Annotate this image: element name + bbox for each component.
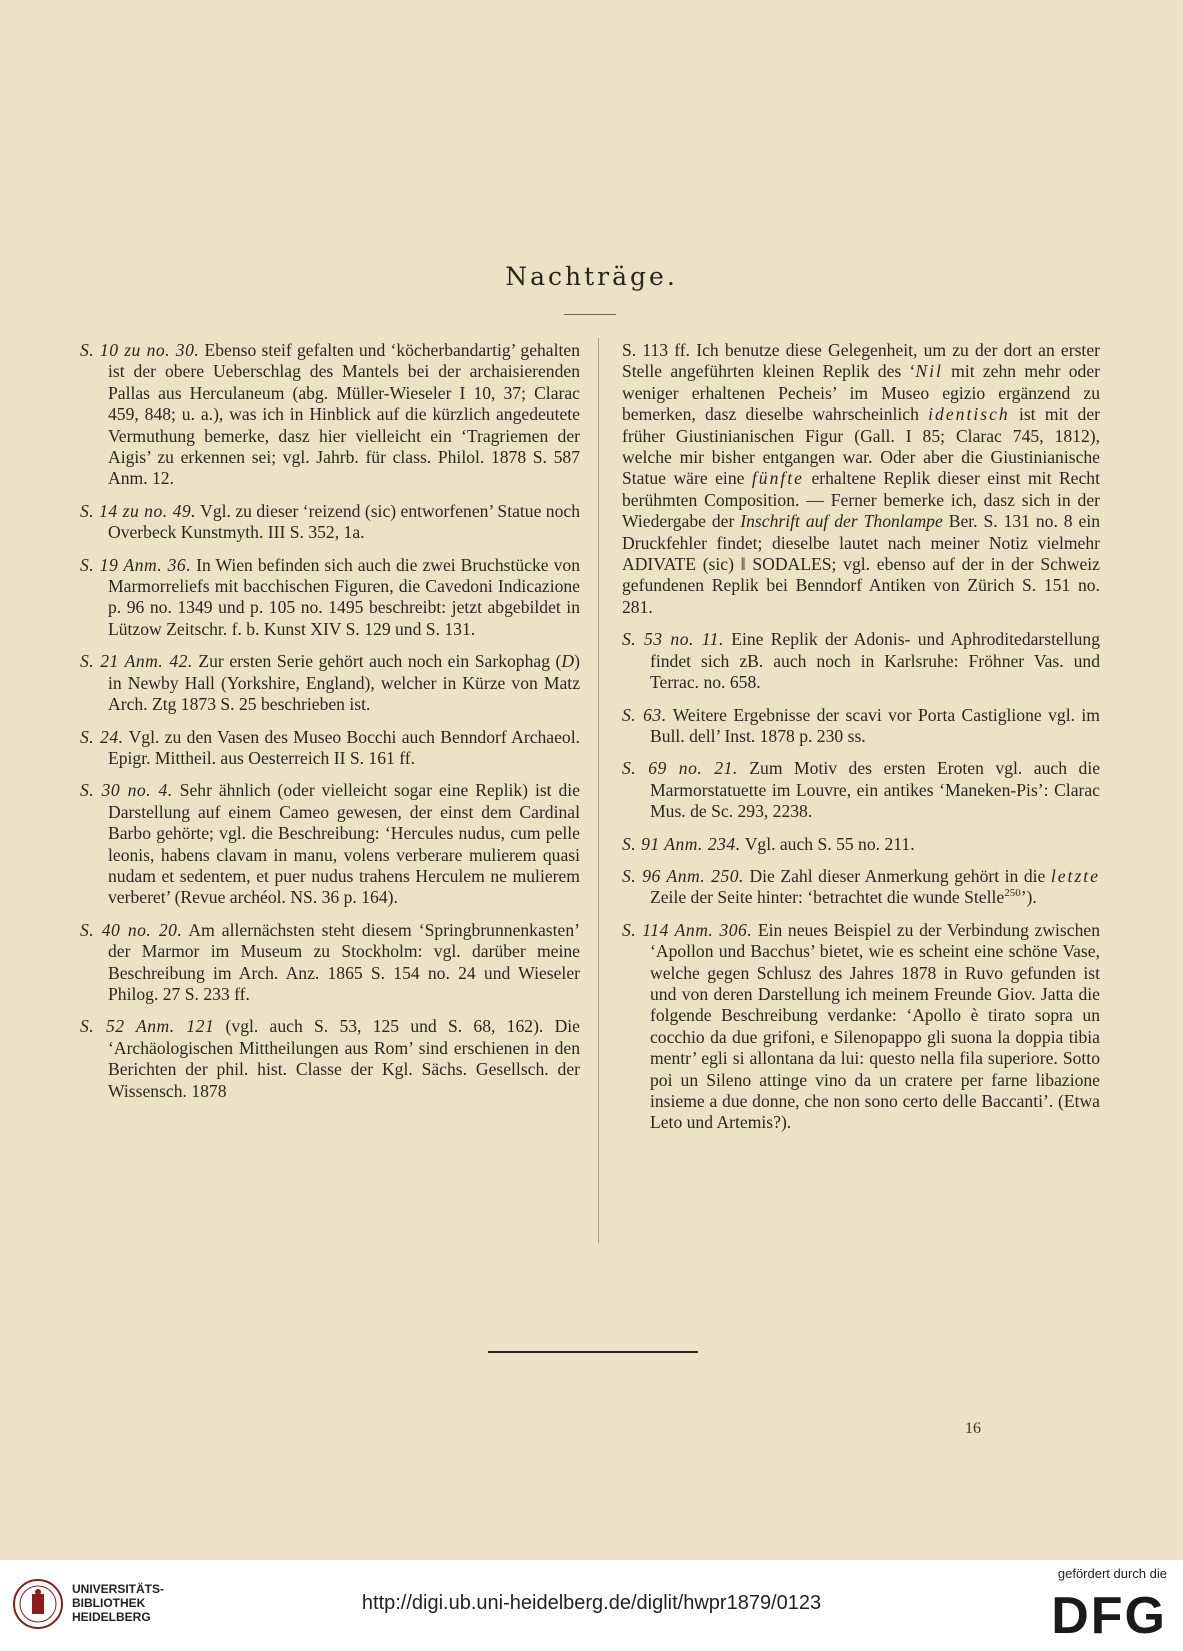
note-reference: S. 10 zu no. 30. [80, 340, 200, 360]
superscript-number: 250 [1004, 887, 1021, 900]
note-reference: S. 30 no. 4. [80, 780, 173, 801]
funding-caption: gefördert durch die [1057, 1566, 1167, 1581]
note-reference: S. 24. [80, 726, 124, 747]
note-text: Die Zahl dieser Anmerkung gehört in die [743, 865, 1051, 886]
note-text: Vgl. auch S. 55 no. 211. [740, 833, 915, 854]
note-reference: S. 52 Anm. 121 [80, 1016, 215, 1037]
library-name-line: UNIVERSITÄTS- [72, 1582, 165, 1596]
note-entry [80, 727, 580, 770]
note-continuation [622, 340, 1100, 618]
note-text: Am allernächsten steht diesem ‘Springbrunnenkasten’ der Marmor im Museum zu Stockholm: vgl. darüber meine Beschreibung im Arch. Anz. 1865 S. 154 no. 24 und Wieseler Philog. 27 S. 233 ff. [108, 919, 580, 1004]
note-entry [622, 920, 1100, 1134]
note-text: Ebenso steif gefalten und ‘köcherbandartig’ gehalten ist der obere Ueberschlag des Mantels bei der archaisierenden Pallas aus Herculaneum (abg. Müller-Wieseler I 10, 37; Clarac 459, 848; u. a.), was ich in Hinblick auf die kürzlich angedeutete Vermuthung bemerke, dasz hier vielleicht ein ‘Tragriemen der Aigis’ zu erkennen sei; vgl. Jahrb. für class. Philol. 1878 S. 587 Anm. 12. [108, 340, 580, 489]
note-text: Sehr ähnlich (oder vielleicht sogar eine Replik) ist die Darstellung auf einem Cameo gewesen, der einst dem Cardinal Barbo gehörte; vgl. die Beschreibung: ‘Hercules nudus, cum pelle leonis, habens clavam in manu, volens verberare mulierem quasi nudam et sedentem, et puer nudus trahens Herculem ne mulierem verberet’ (Revue archéol. NS. 36 p. 164). [108, 780, 580, 908]
dfg-logo: DFG [1051, 1587, 1167, 1645]
note-text: Weitere Ergebnisse der scavi vor Porta Castiglione vgl. im Bull. dell’ Inst. 1878 p. 230 ss. [650, 704, 1100, 746]
title-divider [564, 314, 616, 315]
note-text-italic: Inschrift auf der Thonlampe [740, 511, 943, 532]
note-text: In Wien befinden sich auch die zwei Bruchstücke von Marmorreliefs mit bacchischen Figuren, die Cavedoni Indicazione p. 96 no. 1349 und p. 105 no. 1495 beschreibt: jetzt abgebildet in Lützow Zeitschr. f. b. Kunst XIV S. 129 und S. 131. [108, 554, 581, 639]
note-text: Zum Motiv des ersten Eroten vgl. auch die Marmorstatuette im Louvre, ein antikes ‘Maneken-Pis’: Clarac Mus. de Sc. 293, 2238. [650, 758, 1101, 822]
note-reference: S. 91 Anm. 234. [622, 833, 741, 854]
permalink-url[interactable]: http://digi.ub.uni-heidelberg.de/diglit/hwpr1879/0123 [361, 1592, 822, 1614]
note-entry [622, 705, 1100, 748]
note-reference: S. 19 Anm. 36. [80, 554, 192, 575]
note-text: S. 113 ff. Ich benutze diese Gelegenheit, um zu der dort an erster Stelle angeführten kleinen Replik des ‘ [622, 340, 1100, 382]
note-reference: S. 63. [622, 704, 667, 725]
note-entry [80, 1016, 580, 1102]
footer-bar [0, 1560, 1183, 1651]
note-reference: S. 40 no. 20. [80, 919, 183, 940]
note-entry [80, 555, 580, 641]
note-entry [622, 758, 1100, 822]
note-text: ist mit der früher Giustinianischen Figur (Gall. I 85; Clarac 745, 1812), welche mir bisher entgangen war. Oder aber die Giustinianische Statue wäre eine [622, 404, 1100, 489]
note-text-italic: D [561, 651, 575, 672]
column-divider [598, 338, 599, 1243]
note-text: Vgl. zu dieser ‘reizend (sic) entworfenen’ Statue noch Overbeck Kunstmyth. III S. 352, 1a. [108, 500, 580, 543]
note-entry [80, 651, 580, 715]
note-entry [80, 780, 580, 908]
page-title: Nachträge. [505, 262, 678, 291]
note-text: ) in Newby Hall (Yorkshire, England), welcher in Kürze von Matz Arch. Ztg 1873 S. 25 beschrieben ist. [108, 651, 580, 715]
note-text: Vgl. zu den Vasen des Museo Bocchi auch Benndorf Archaeol. Epigr. Mittheil. aus Oesterreich II S. 161 ff. [108, 726, 580, 768]
library-name-line: BIBLIOTHEK [72, 1596, 146, 1610]
page-number: 16 [965, 1420, 981, 1437]
end-rule [488, 1351, 698, 1353]
note-text: Zur ersten Serie gehört auch noch ein Sarkophag ( [192, 651, 562, 672]
note-text: Zeile der Seite hinter: ‘betrachtet die wunde Stelle [650, 887, 1005, 908]
note-entry [622, 866, 1100, 909]
left-column [80, 340, 580, 1113]
note-text-italic: fünfte [751, 468, 804, 489]
note-text: erhaltene Replik dieser einst mit Recht berühmten Composition. — Ferner bemerke ich, dasz sich in der Wiedergabe der [622, 468, 1100, 532]
note-text: (vgl. auch S. 53, 125 und S. 68, 162). Die ‘Archäologischen Mittheilungen aus Rom’ sind erschienen in den Berichten der phil. hist. Classe der Kgl. Sächs. Gesellsch. der Wissensch. 1878 [108, 1016, 580, 1101]
note-reference: S. 14 zu no. 49. [80, 500, 197, 521]
note-text: Ber. S. 131 no. 8 ein Druckfehler findet; dieselbe lautet nach meiner Notiz vielmehr ADIVATE (sic) ‖ SODALES; vgl. ebenso auf der in der Schweiz gefundenen Replik bei Benndorf Antiken von Zürich S. 151 no. 281. [622, 511, 1101, 617]
note-text-italic: Nil [915, 361, 943, 382]
note-text-italic: letzte [1050, 865, 1100, 886]
note-reference: S. 114 Anm. 306. [622, 919, 753, 940]
note-text: ’). [1020, 887, 1037, 908]
note-reference: S. 53 no. 11. [622, 629, 724, 650]
note-text-italic: identisch [928, 404, 1010, 425]
note-entry [80, 340, 580, 490]
right-column [622, 340, 1100, 1145]
note-entry [622, 629, 1100, 693]
note-entry [622, 834, 1100, 855]
note-entry [80, 920, 580, 1006]
note-text: mit zehn mehr oder weniger erhaltenen Pecheis’ im Museo egizio ergänzend zu bemerken, dasz dieselbe wahrscheinlich [622, 361, 1100, 425]
note-entry [80, 501, 580, 544]
note-reference: S. 96 Anm. 250. [622, 865, 744, 886]
note-reference: S. 69 no. 21. [622, 758, 738, 779]
note-text: Eine Replik der Adonis- und Aphroditedarstellung findet sich zB. auch noch in Karlsruhe: Fröhner Vas. und Terrac. no. 658. [650, 629, 1100, 693]
library-name-line: HEIDELBERG [72, 1610, 151, 1624]
note-text: Ein neues Beispiel zu der Verbindung zwischen ‘Apollon und Bacchus’ bietet, wie es scheint eine schöne Vase, welche gegen Schlusz des Jahres 1878 in Ruvo gefunden ist und von deren Darstellung ich meinem Freunde Giov. Jatta die folgende Beschreibung verdanke: ‘Apollo è tirato sopra un cocchio da due grifoni, e Silenopappo gli suona la doppia tibia mentr’ egli si allontana da lui: questo nella fila superiore. Sotto poi un Sileno attinge vino da un cratere per farne libazione insieme a due donne, che non sono certo delle Baccanti’. (Etwa Leto und Artemis?). [650, 919, 1100, 1133]
note-reference: S. 21 Anm. 42. [80, 651, 193, 672]
